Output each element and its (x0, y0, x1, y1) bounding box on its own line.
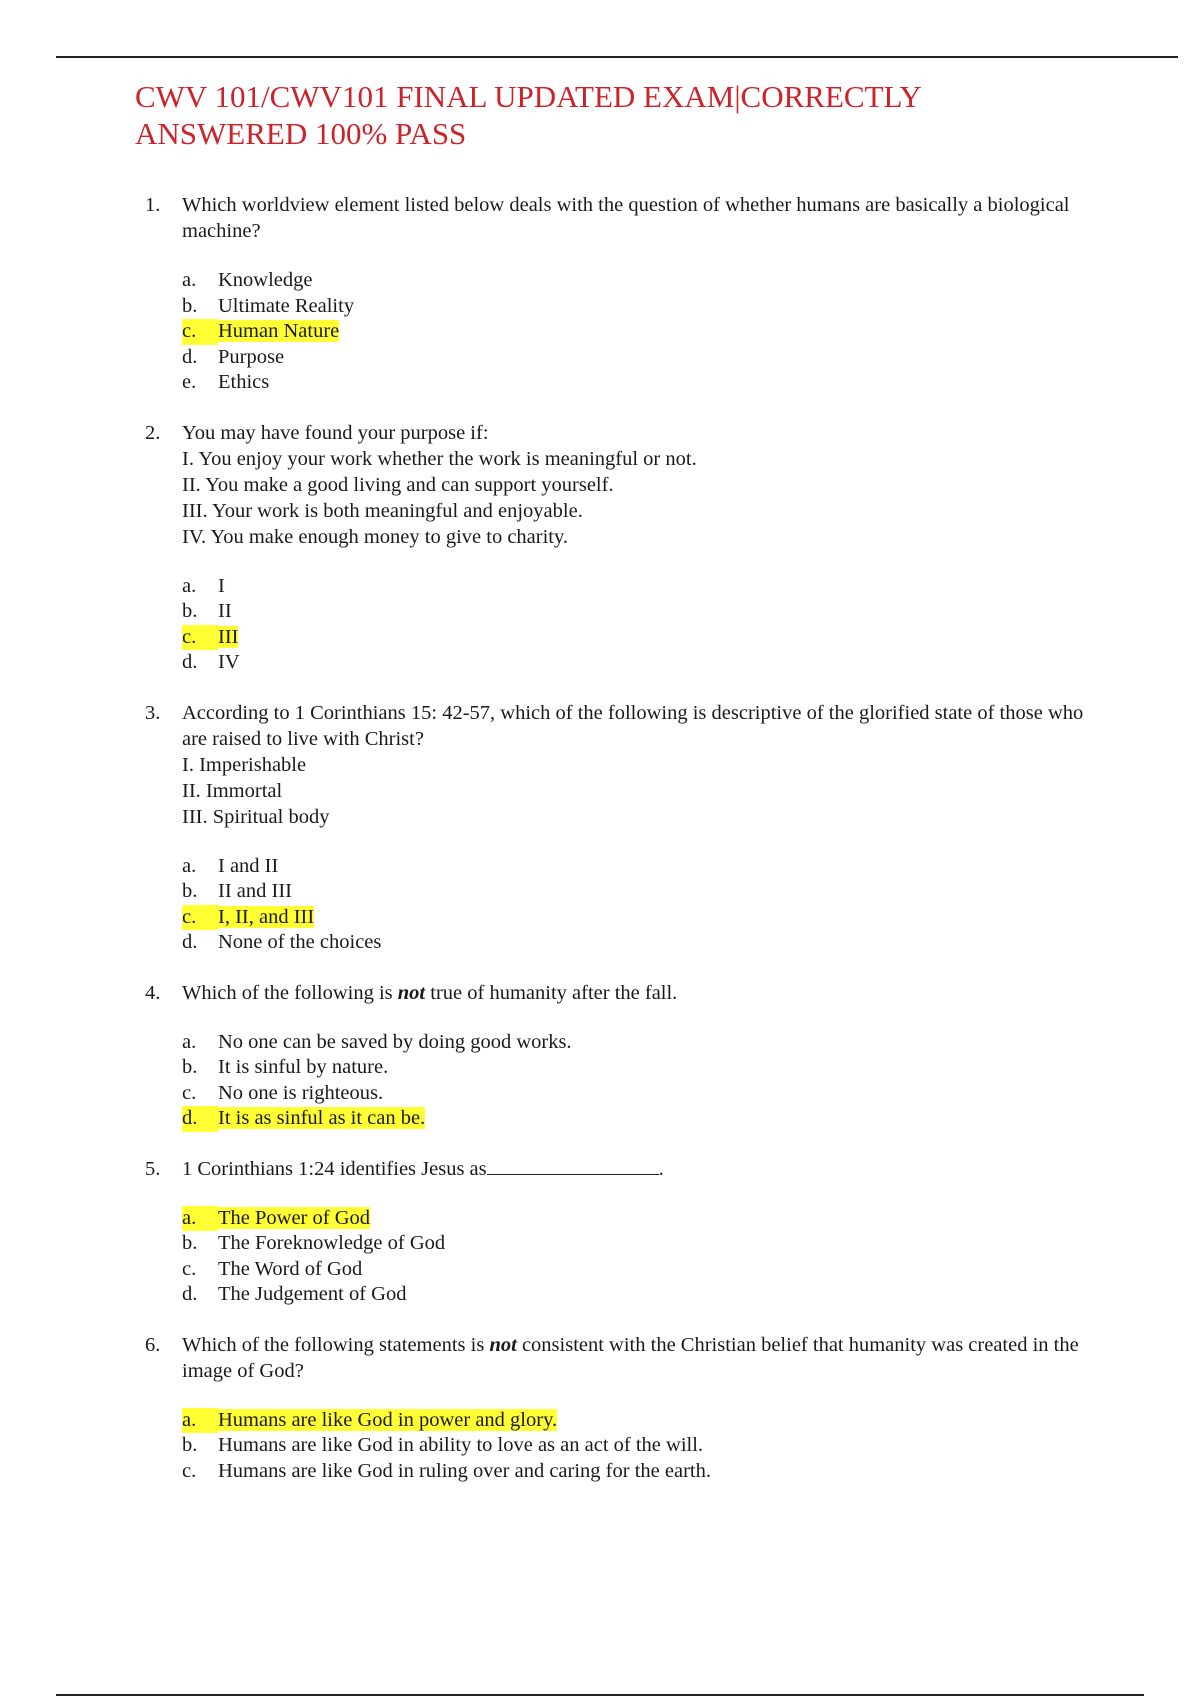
question-text: Which worldview element listed below deals with the question of whether humans are basically a biological machine? (182, 194, 1070, 242)
option-letter: c. (182, 319, 218, 345)
option-letter: c. (182, 1257, 197, 1280)
question-text (182, 1332, 1095, 1384)
option-c (182, 1459, 1095, 1485)
option-text: I (218, 574, 225, 597)
option-text: Humans are like God in ability to love as an act of the will. (218, 1434, 704, 1456)
option-b (182, 294, 1095, 320)
statement-1: I. You enjoy your work whether the work is meaningful or not. (182, 447, 697, 470)
question-4 (135, 980, 1095, 1132)
option-letter: d. (182, 1106, 218, 1132)
option-a-correct (182, 1206, 1095, 1232)
option-a (182, 574, 1095, 600)
option-text: Humans are like God in ruling over and caring for the earth. (218, 1459, 711, 1482)
option-letter: b. (182, 1434, 198, 1456)
option-text: I and II (218, 854, 279, 877)
answer-options (182, 574, 1095, 676)
option-letter: a. (182, 1408, 218, 1434)
option-letter: c. (182, 625, 218, 651)
option-text-highlighted: I, II, and III (218, 905, 315, 928)
document-title (135, 78, 1095, 152)
header-rule (56, 56, 1178, 58)
option-letter: d. (182, 651, 198, 673)
question-text (182, 980, 1095, 1006)
option-b (182, 1433, 1095, 1459)
option-text: Knowledge (218, 269, 313, 291)
question-number: 6. (145, 1333, 161, 1356)
option-letter: b. (182, 294, 198, 317)
option-text: Ultimate Reality (218, 294, 355, 317)
option-letter: a. (182, 854, 197, 877)
question-text (182, 1156, 1095, 1182)
exam-page (135, 78, 1095, 1508)
emphasis-not: not (397, 981, 426, 1004)
option-text: None of the choices (218, 931, 382, 953)
question-6 (135, 1332, 1095, 1485)
option-d (182, 650, 1095, 676)
fill-in-blank-line (487, 1156, 659, 1175)
option-text: IV (218, 651, 240, 673)
option-text: No one is righteous. (218, 1081, 384, 1104)
option-letter: a. (182, 1206, 218, 1232)
option-letter: a. (182, 1030, 197, 1053)
option-text: The Word of God (218, 1257, 363, 1280)
option-e (182, 370, 1095, 396)
option-text: The Foreknowledge of God (218, 1232, 446, 1254)
option-letter: a. (182, 269, 197, 291)
footer-rule (56, 1694, 1144, 1696)
option-text-highlighted: It is as sinful as it can be. (218, 1107, 426, 1129)
answer-options (182, 854, 1095, 956)
option-b (182, 879, 1095, 905)
option-letter: d. (182, 1283, 198, 1305)
title-line-2: ANSWERED 100% PASS (135, 116, 467, 151)
option-text: Purpose (218, 345, 285, 368)
option-letter: c. (182, 1459, 197, 1482)
option-b (182, 599, 1095, 625)
option-text: The Judgement of God (218, 1283, 407, 1305)
option-d-correct (182, 1106, 1095, 1132)
option-text-highlighted: III (218, 625, 239, 648)
option-b (182, 1055, 1095, 1081)
question-number: 2. (145, 421, 161, 444)
question-text: According to 1 Corinthians 15: 42-57, which of the following is descriptive of the glorified state of those who are raised to live with Christ? (182, 701, 1084, 750)
option-letter: d. (182, 931, 198, 953)
option-d (182, 1282, 1095, 1308)
question-text-before: Which of the following is (182, 981, 393, 1004)
question-3 (135, 700, 1095, 956)
question-number: 5. (145, 1157, 161, 1180)
option-letter: b. (182, 1056, 198, 1078)
option-text: No one can be saved by doing good works. (218, 1030, 572, 1053)
option-text-highlighted: The Power of God (218, 1206, 371, 1229)
option-letter: e. (182, 371, 197, 393)
option-c-correct (182, 905, 1095, 931)
statement-2: II. Immortal (182, 779, 283, 802)
question-text-before: Which of the following statements is (182, 1333, 485, 1356)
question-2 (135, 420, 1095, 676)
option-text-highlighted: Human Nature (218, 320, 340, 342)
answer-options (182, 1408, 1095, 1485)
question-number: 1. (145, 194, 161, 216)
question-text-after: . (658, 1157, 664, 1180)
statement-1: I. Imperishable (182, 753, 307, 776)
option-c-correct (182, 625, 1095, 651)
option-letter: a. (182, 574, 197, 597)
statement-4: IV. You make enough money to give to charity. (182, 525, 569, 548)
option-letter: b. (182, 1232, 198, 1254)
option-d (182, 930, 1095, 956)
option-b (182, 1231, 1095, 1257)
option-text: It is sinful by nature. (218, 1056, 389, 1078)
question-number: 3. (145, 701, 161, 724)
question-text-after: consistent with the Christian belief that humanity was created in the image of God? (182, 1333, 1079, 1382)
question-number: 4. (145, 981, 161, 1004)
statement-3: III. Spiritual body (182, 805, 330, 828)
option-a (182, 268, 1095, 294)
statement-3: III. Your work is both meaningful and enjoyable. (182, 499, 583, 522)
emphasis-not: not (489, 1333, 517, 1356)
question-text-before: 1 Corinthians 1:24 identifies Jesus as (182, 1157, 487, 1180)
title-line-1: CWV 101/CWV101 FINAL UPDATED EXAM|CORRECTLY (135, 79, 922, 114)
question-1 (135, 192, 1095, 396)
option-text: II and III (218, 880, 292, 902)
option-letter: b. (182, 880, 198, 902)
option-letter: d. (182, 345, 198, 368)
option-text: II (218, 600, 232, 622)
question-5 (135, 1156, 1095, 1308)
question-text-after: true of humanity after the fall. (430, 981, 678, 1004)
option-c (182, 1081, 1095, 1107)
option-letter: c. (182, 905, 218, 931)
option-d (182, 345, 1095, 371)
answer-options (182, 1030, 1095, 1132)
option-a-correct (182, 1408, 1095, 1434)
question-text: You may have found your purpose if: (182, 421, 489, 444)
statement-2: II. You make a good living and can support yourself. (182, 473, 614, 496)
option-a (182, 854, 1095, 880)
option-text-highlighted: Humans are like God in power and glory. (218, 1408, 558, 1431)
answer-options (182, 1206, 1095, 1308)
answer-options (182, 268, 1095, 396)
option-text: Ethics (218, 371, 270, 393)
option-c (182, 1257, 1095, 1283)
option-a (182, 1030, 1095, 1056)
option-letter: b. (182, 600, 198, 622)
option-c-correct (182, 319, 1095, 345)
option-letter: c. (182, 1081, 197, 1104)
